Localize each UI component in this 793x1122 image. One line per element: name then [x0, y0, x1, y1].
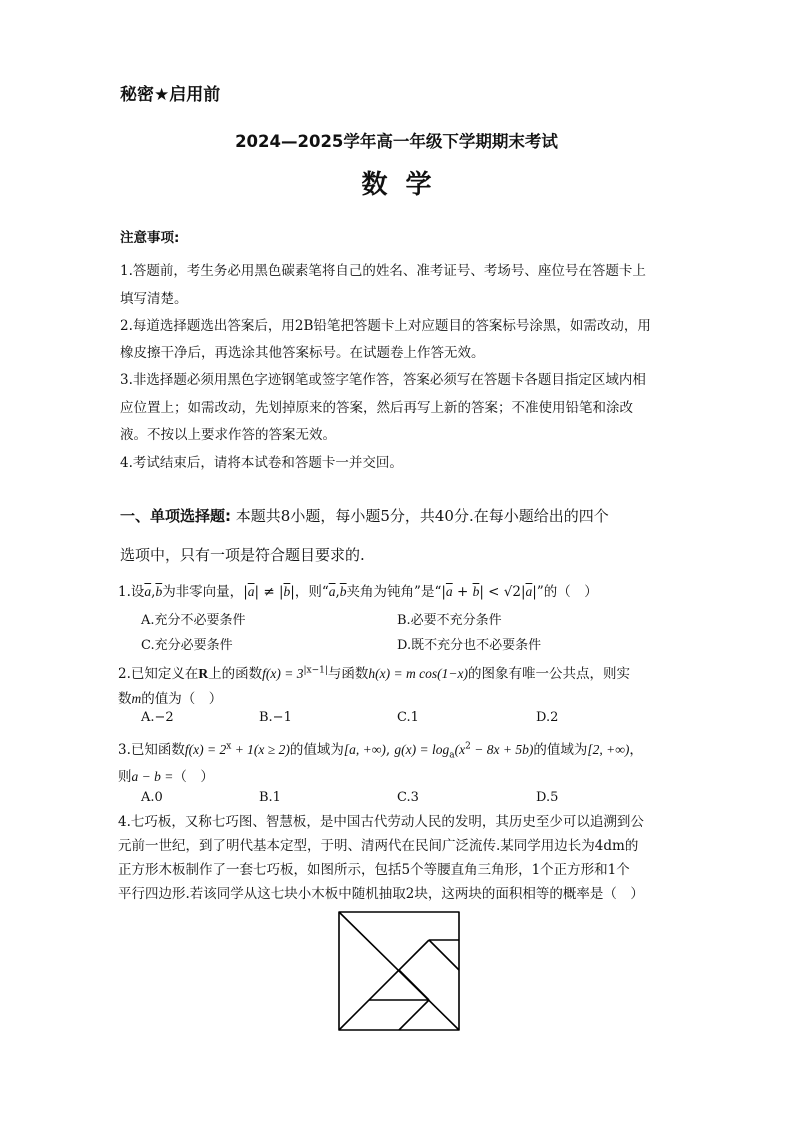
- section-title: 一、单项选择题:: [120, 507, 231, 525]
- q3-text: 的值域为: [289, 742, 344, 758]
- question-4-line: 4.七巧板，又称七巧图、智慧板，是中国古代劳动人民的发明，其历史至少可以追溯到公: [118, 814, 644, 830]
- section-description: 本题共8小题，每小题5分，共40分.在每小题给出的四个: [235, 507, 609, 525]
- exponent: |x−1|: [303, 665, 328, 676]
- exam-title: 2024—2025学年高一年级下学期期末考试: [235, 132, 558, 151]
- section-heading: [120, 505, 609, 526]
- subject-title: 数学: [361, 170, 450, 200]
- q3-text: 则: [118, 769, 132, 785]
- q3-text: ,: [385, 742, 395, 758]
- q1-text: 为非零向量，: [162, 584, 244, 600]
- q1-option-c: C.充分必要条件: [141, 638, 233, 653]
- question-3: [118, 738, 643, 761]
- q2-text: 的图象有唯一公共点，则实: [467, 666, 630, 682]
- function-f: f(x) = 2: [184, 742, 227, 757]
- q1-comma: ,: [151, 584, 156, 600]
- tangram-parallelogram-side: [399, 1000, 429, 1030]
- function-f: f(x) = 3: [262, 666, 304, 681]
- vector-b: $\overline{b}$: [155, 584, 163, 599]
- range-1: [a, +∞): [343, 742, 386, 757]
- vector-a: $\overline{a}$: [144, 584, 152, 599]
- lt-sqrt2: < √2: [483, 584, 521, 600]
- notice-line: 2.每道选择题选出答案后，用2B铅笔把答题卡上对应题目的答案标号涂黑，如需改动，用: [120, 318, 651, 334]
- q3-option-c: C.3: [397, 790, 419, 805]
- vector-b: $\overline{b}$: [472, 584, 480, 599]
- real-set-R: R: [198, 666, 209, 681]
- tangram-anti-diagonal: [339, 940, 429, 1030]
- q1-option-b: B.必要不充分条件: [397, 613, 502, 628]
- q2-text: 数: [118, 691, 132, 707]
- exponent: x: [226, 741, 232, 752]
- question-2-cont: [118, 687, 222, 707]
- log-base: a: [449, 750, 455, 761]
- q1-text: ，则“: [294, 584, 329, 600]
- question-4-line: 元前一世纪，到了明代基本定型，于明、清两代在民间广泛流传.某同学用边长为4dm的: [118, 838, 639, 854]
- notice-line: 应位置上；如需改动，先划掉原来的答案，然后再写上新的答案；不准使用铅笔和涂改: [120, 400, 633, 416]
- q2-option-a: A.−2: [141, 710, 174, 725]
- function-g-arg: (x: [454, 742, 466, 757]
- tangram-figure: [338, 911, 460, 1031]
- q2-text: 的值为（ ）: [141, 691, 223, 707]
- question-4-line: 平行四边形.若该同学从这七块小木板中随机抽取2块，这两块的面积相等的概率是（ ）: [118, 886, 644, 902]
- notice-line: 填写清楚。: [120, 291, 188, 307]
- question-1: 1.设$\overline{a},\overline{b}$为非零向量，$|\overline{a}| \ne |\overline{b}|$，则“$\overline{a},\overline{b}$夹角为钝角”是“$|\overline{a} + \overline{b}| < √2|\overline{a}|$”的（ ）: [118, 584, 598, 600]
- function-g: g(x) = log: [394, 742, 450, 757]
- q3-option-d: D.5: [536, 790, 559, 805]
- section-description-cont: 选项中，只有一项是符合题目要求的.: [120, 546, 365, 564]
- tangram-square-edge: [399, 970, 429, 1000]
- exponent: 2: [465, 741, 471, 752]
- confidential-label: 秘密★启用前: [120, 85, 221, 105]
- neq-sign: ≠: [259, 584, 279, 600]
- q3-text: （ ）: [173, 769, 214, 785]
- question-3-cont: [118, 765, 214, 785]
- q2-option-b: B.−1: [259, 710, 292, 725]
- q1-option-d: D.既不充分也不必要条件: [397, 638, 542, 653]
- notice-line: 橡皮擦干净后，再选涂其他答案标号。在试题卷上作答无效。: [120, 345, 485, 361]
- notice-heading: 注意事项:: [120, 230, 180, 246]
- question-2: [118, 662, 630, 682]
- notice-line: 4.考试结束后，请将本试卷和答题卡一并交回。: [120, 455, 403, 471]
- q1-option-a: A.充分不必要条件: [141, 613, 246, 628]
- range-2: [2, +∞): [587, 742, 630, 757]
- q2-text: 上的函数: [208, 666, 263, 682]
- q2-option-d: D.2: [536, 710, 559, 725]
- q3-option-b: B.1: [259, 790, 281, 805]
- q1-text: 1.设: [118, 584, 145, 600]
- q2-text: 与函数: [327, 666, 369, 682]
- notice-line: 液。不按以上要求作答的答案无效。: [120, 427, 336, 443]
- q1-text: 夹角为钝角”是“: [346, 584, 442, 600]
- function-h: h(x) = m cos(1−x): [368, 666, 468, 681]
- q3-text: ，: [629, 742, 643, 758]
- q3-option-a: A.0: [141, 790, 163, 805]
- function-g-arg-tail: − 8x + 5b): [470, 742, 534, 757]
- question-4-line: 正方形木板制作了一套七巧板，如图所示，包括5个等腰直角三角形，1个正方形和1个: [118, 862, 630, 878]
- notice-line: 1.答题前，考生务必用黑色碳素笔将自己的姓名、准考证号、考场号、座位号在答题卡上: [120, 263, 646, 279]
- plus-sign: +: [452, 584, 473, 600]
- expression-a-minus-b: a − b =: [131, 769, 174, 784]
- function-f-tail: + 1(x ≥ 2): [231, 742, 290, 757]
- q3-text: 3.已知函数: [118, 742, 185, 758]
- q1-text: ”的（ ）: [536, 584, 598, 600]
- abs-b: $\overline{b}$: [283, 584, 291, 599]
- notice-line: 3.非选择题必须用黑色字迹钢笔或签字笔作答，答案必须写在答题卡各题目指定区域内相: [120, 372, 646, 388]
- q3-text: 的值域为: [533, 742, 588, 758]
- tangram-small-edge: [429, 940, 459, 970]
- vector-a: $\overline{a}$: [445, 584, 453, 599]
- q2-text: 2.已知定义在: [118, 666, 199, 682]
- vector-a: $\overline{a}$: [525, 584, 533, 599]
- vector-a: $\overline{a}$: [328, 584, 336, 599]
- vector-b: $\overline{b}$: [339, 584, 347, 599]
- q2-option-c: C.1: [397, 710, 419, 725]
- abs-a: $\overline{a}$: [247, 584, 255, 599]
- variable-m: m: [131, 691, 142, 706]
